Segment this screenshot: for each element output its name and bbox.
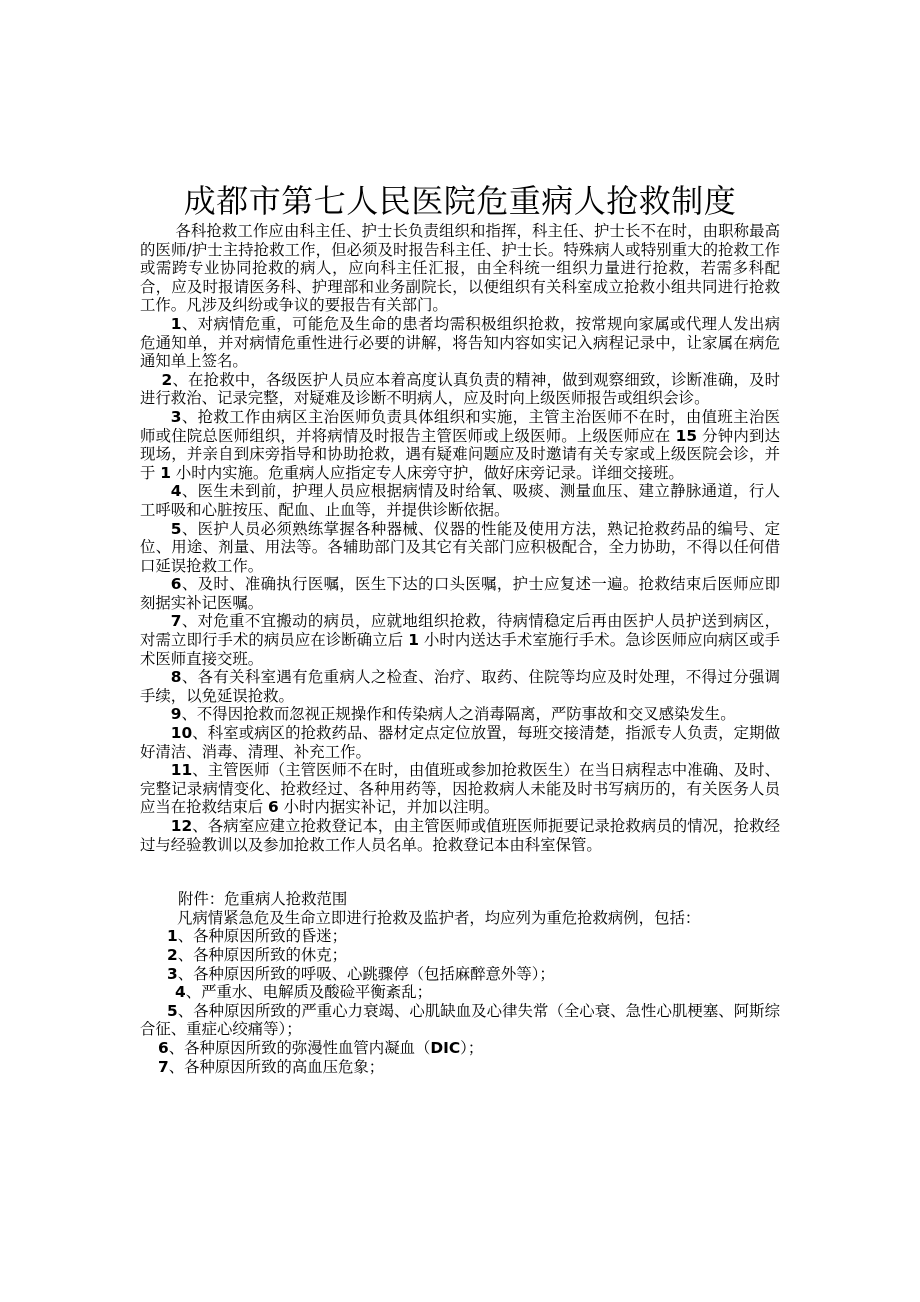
rule-item-8 xyxy=(140,668,780,705)
list-number: 2 xyxy=(167,945,178,964)
list-text: 、各种原因所致的昏迷； xyxy=(177,927,348,946)
rule-text: 、在抢救中，各级医护人员应本着高度认真负责的精神，做到观察细致，诊断准确，及时进行救治、记录完整，对疑难及诊断不明病人，应及时向上级医师报告或组织会诊。 xyxy=(140,370,780,408)
list-text: ）； xyxy=(460,1038,484,1057)
rule-item-4 xyxy=(140,482,780,519)
list-item xyxy=(140,1002,780,1039)
rule-number: 3 xyxy=(170,407,182,426)
rule-item-10 xyxy=(140,724,780,761)
list-number: 1 xyxy=(167,927,178,946)
list-text: 、严重水、电解质及酸硷平衡紊乱； xyxy=(185,983,432,1002)
rule-number: 5 xyxy=(170,519,182,538)
rule-item-3 xyxy=(140,408,780,482)
rule-number: 2 xyxy=(161,370,173,389)
inline-number: 1 xyxy=(408,631,419,650)
rule-item-12 xyxy=(140,817,780,854)
rule-text: 分钟内到达现场，并亲自到床旁指导和协助抢救，遇有疑难问题应及时邀请有关专家或上级医院会诊，并于 xyxy=(140,426,780,482)
list-text: 、各种原因所致的弥漫性血管内凝血（ xyxy=(168,1038,431,1057)
intro-paragraph: 各科抢救工作应由科主任、护士长负责组织和指挥，科主任、护士长不在时，由职称最高的医师/护士主持抢救工作，但必须及时报告科主任、护士长。特殊病人或特别重大的抢救工作或需跨专业协同抢救的病人，应向科主任汇报，由全科统一组织力量进行抢救，若需多科配合，应及时报请医务科、护理部和业务副院长，以便组织有关科室成立抢救小组共同进行抢救工作。凡涉及纠纷或争议的要报告有关部门。 xyxy=(140,222,780,315)
inline-number: 1 xyxy=(160,463,172,482)
rule-item-9 xyxy=(140,705,780,724)
list-text: 、各种原因所致的高血压危象； xyxy=(168,1057,385,1076)
list-item xyxy=(140,965,780,984)
rule-text: 小时内据实补记，并加以注明。 xyxy=(278,798,500,817)
inline-number: 6 xyxy=(268,798,279,817)
rule-text: 、主管医师（主管医师不在时，由值班或参加抢救医生）在当日病程志中准确、及时、完整记录病情变化、抢救经过、各种用药等，因抢救病人未能及时书写病历的，有关医务人员应当在抢救结束后 xyxy=(140,761,780,817)
list-number: 6 xyxy=(158,1038,169,1057)
list-item xyxy=(140,946,780,965)
rule-text: 、对病情危重，可能危及生命的患者均需积极组织抢救，按常规向家属或代理人发出病危通知单，并对病情危重性进行必要的讲解，将告知内容如实记入病程记录中，让家属在病危通知单上签名。 xyxy=(140,314,780,371)
rule-text: 、对危重不宜搬动的病员，应就地组织抢救，待病情稳定后再由医护人员护送到病区，对需立即行手术的病员应在诊断确立后 xyxy=(140,612,780,650)
rule-item-5 xyxy=(140,520,780,576)
rule-item-1 xyxy=(140,315,780,371)
list-text: 、各种原因所致的呼吸、心跳骤停（包括麻醉意外等）； xyxy=(177,964,555,983)
rule-number: 8 xyxy=(170,668,182,687)
rule-text: 小时内实施。危重病人应指定专人床旁守护，做好床旁记录。详细交接班。 xyxy=(171,463,684,482)
rule-text: 、医护人员必须熟练掌握各种器械、仪器的性能及使用方法，熟记抢救药品的编号、定位、用途、剂量、用法等。各辅助部门及其它有关部门应积极配合，全力协助，不得以任何借口延误抢救工作。 xyxy=(140,519,780,575)
rule-item-6 xyxy=(140,575,780,612)
list-text: 、各种原因所致的休克； xyxy=(177,945,348,964)
rule-number: 7 xyxy=(170,612,182,631)
list-item xyxy=(140,1058,780,1077)
rule-number: 4 xyxy=(170,482,182,501)
document-body xyxy=(140,222,780,1076)
rule-text: 小时内送达手术室施行手术。急诊医师应向病区或手术医师直接交班。 xyxy=(140,631,780,668)
list-number: 4 xyxy=(175,983,186,1002)
rule-text: 、不得因抢救而忽视正规操作和传染病人之消毒隔离，严防事故和交叉感染发生。 xyxy=(181,705,736,724)
rule-item-7 xyxy=(140,612,780,668)
inline-number: 15 xyxy=(675,426,698,445)
list-number: 3 xyxy=(167,964,178,983)
list-number: 7 xyxy=(158,1057,169,1076)
list-item xyxy=(140,1039,780,1058)
rule-number: 1 xyxy=(170,314,182,333)
rule-item-2 xyxy=(140,371,780,408)
rule-item-11 xyxy=(140,761,780,817)
rule-number: 6 xyxy=(170,575,182,594)
inline-code: DIC xyxy=(430,1038,461,1057)
rule-text: 、及时、准确执行医嘱，医生下达的口头医嘱，护士应复述一遍。抢救结束后医师应即刻据实补记医嘱。 xyxy=(140,575,780,612)
rule-text: 、医生未到前，护理人员应根据病情及时给氧、吸痰、测量血压、建立静脉通道，行人工呼吸和心脏按压、配血、止血等，并提供诊断依据。 xyxy=(140,482,780,519)
list-item xyxy=(140,927,780,946)
rule-number: 9 xyxy=(170,705,182,724)
rule-text: 、各有关科室遇有危重病人之检查、治疗、取药、住院等均应及时处理，不得过分强调手续，以免延误抢救。 xyxy=(140,668,780,705)
list-item xyxy=(140,983,780,1002)
rule-number: 11 xyxy=(170,761,193,780)
rule-number: 12 xyxy=(170,817,193,835)
list-text: 、各种原因所致的严重心力衰竭、心肌缺血及心律失常（全心衰、急性心肌梗塞、阿斯综合征、重症心绞痛等）； xyxy=(140,1001,780,1039)
annex-heading: 附件：危重病人抢救范围 xyxy=(178,890,348,909)
annex-description: 凡病情紧急危及生命立即进行抢救及监护者，均应列为重危抢救病例，包括： xyxy=(176,908,701,927)
document-title: 成都市第七人民医院危重病人抢救制度 xyxy=(183,182,737,220)
rule-text: 、各病室应建立抢救登记本，由主管医师或值班医师扼要记录抢救病员的情况，抢救经过与经验教训以及参加抢救工作人员名单。抢救登记本由科室保管。 xyxy=(140,817,780,854)
emergency-scope-list xyxy=(140,927,780,1076)
rule-number: 10 xyxy=(170,724,193,743)
section-spacer xyxy=(140,854,780,890)
list-number: 5 xyxy=(167,1001,178,1020)
rule-text: 、科室或病区的抢救药品、器材定点定位放置，每班交接清楚，指派专人负责，定期做好清洁、消毒、清理、补充工作。 xyxy=(140,724,780,761)
rule-text: 、抢救工作由病区主治医师负责具体组织和实施，主管主治医师不在时，由值班主治医师或住院总医师组织，并将病情及时报告主管医师或上级医师。上级医师应在 xyxy=(140,407,780,445)
